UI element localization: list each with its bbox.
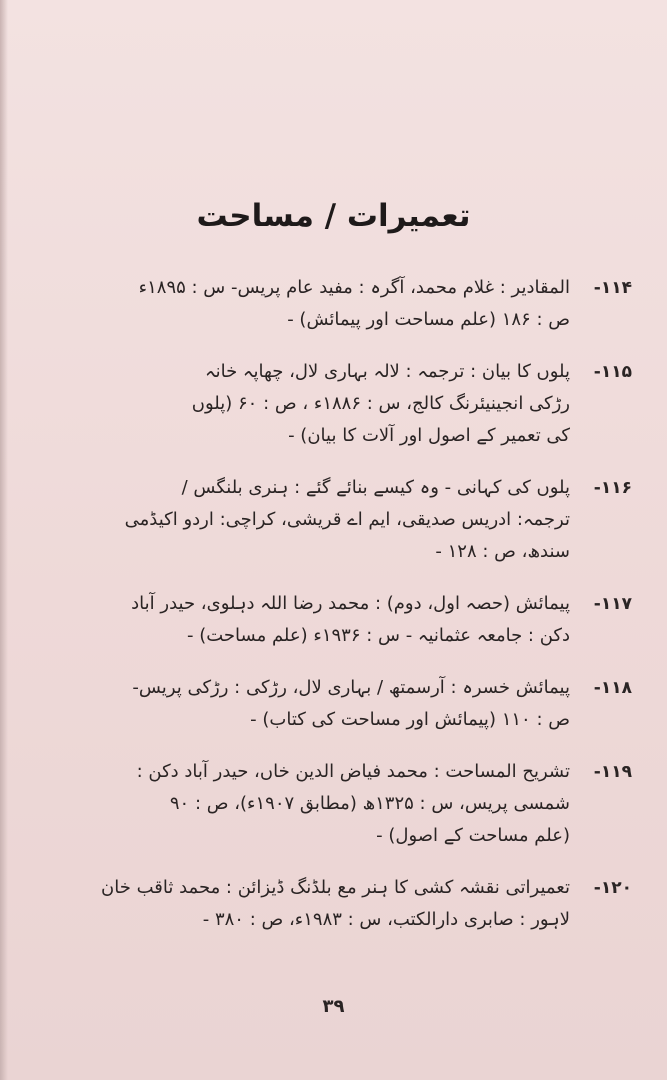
entry-line: تعمیراتی نقشہ کشی کا ہنر مع بلڈنگ ڈیزائن : محمد ثاقب خان [101,877,570,898]
entry-number: ۱۱۷- [593,594,632,614]
entry-line: کی تعمیر کے اصول اور آلات کا بیان) - [288,425,570,446]
page-edge-shadow [0,0,8,1080]
entry-line: پیمائش (حصہ اول، دوم) : محمد رضا اللہ دہلوی، حیدر آباد [131,593,570,614]
entry-line: لاہور : صابری دارالکتب، س : ۱۹۸۳ء، ص : ۳۸۰ - [202,909,570,930]
entry-line: سندھ، ص : ۱۲۸ - [435,541,570,562]
bibliography-entry [72,472,632,568]
page-number: ۳۹ [322,996,345,1017]
section-heading: تعمیرات / مساحت [196,198,471,234]
entry-number: ۱۲۰- [593,878,632,898]
entry-line: رڑکی انجینیئرنگ کالج، س : ۱۸۸۶ء ، ص : ۶۰ (پلوں [191,393,570,414]
bibliography-entry [72,588,632,652]
entry-line: پلوں کا بیان : ترجمہ : لالہ بہاری لال، چھاپہ خانہ [205,361,570,382]
entry-line: (علم مساحت کے اصول) - [376,825,570,846]
entry-line: المقادیر : غلام محمد، آگرہ : مفید عام پریس- س : ۱۸۹۵ء [138,277,570,298]
entry-line: دکن : جامعہ عثمانیہ - س : ۱۹۳۶ء (علم مساحت) - [187,625,570,646]
entry-number: ۱۱۸- [593,678,632,698]
entry-line: پیمائش خسرہ : آرسمتھ / بہاری لال، رڑکی : رڑکی پریس- [132,677,570,698]
bibliography-entry [72,872,632,936]
entry-line: ترجمہ: ادریس صدیقی، ایم اے قریشی، کراچی: اردو اکیڈمی [124,509,570,530]
entry-number: ۱۱۹- [593,762,632,782]
bibliography-entry [72,672,632,736]
entry-line: ص : ۱۱۰ (پیمائش اور مساحت کی کتاب) - [250,709,570,730]
entry-line: تشریح المساحت : محمد فیاض الدین خاں، حیدر آباد دکن : [136,761,570,782]
bibliography-list [72,272,632,936]
entry-line: شمسی پریس، س : ۱۳۲۵ھ (مطابق ۱۹۰۷ء)، ص : ۹۰ [169,793,570,814]
entry-line: ص : ۱۸۶ (علم مساحت اور پیمائش) - [287,309,570,330]
entry-number: ۱۱۵- [593,362,632,382]
entry-number: ۱۱۶- [593,478,632,498]
bibliography-entry [72,756,632,852]
bibliography-entry [72,272,632,336]
entry-line: پلوں کی کہانی - وہ کیسے بنائے گئے : ہنری بلنگس / [181,477,570,498]
bibliography-entry [72,356,632,452]
entry-number: ۱۱۴- [593,278,632,298]
